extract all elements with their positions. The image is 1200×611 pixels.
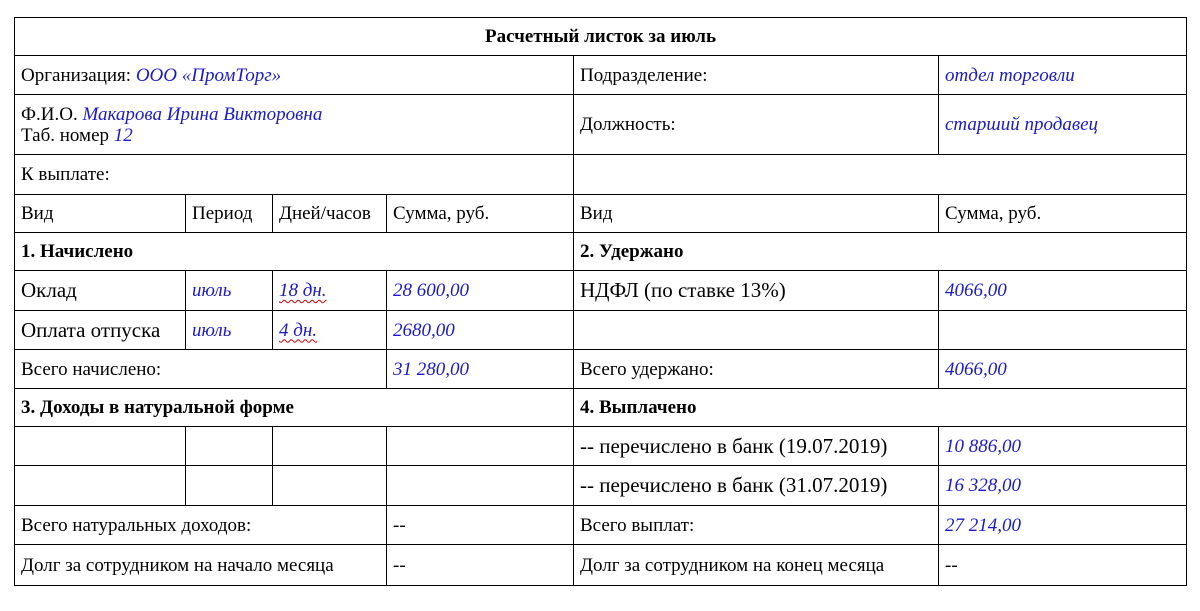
paid-kind: -- перечислено в банк (19.07.2019): [574, 427, 939, 466]
totals-row-1-2: [15, 350, 1187, 389]
natural-empty-cell: [273, 466, 387, 506]
accrued-title: 1. Начислено: [15, 233, 574, 271]
payslip-title: Расчетный листок за июль: [15, 18, 1187, 56]
natural-total: --: [387, 506, 574, 545]
debt-start-value: --: [387, 545, 574, 586]
table-row: [15, 427, 1187, 466]
employee-label: Ф.И.О.: [21, 103, 78, 125]
employee-cell: [15, 95, 574, 155]
org-cell: [15, 56, 574, 95]
withheld-total-label: Всего удержано:: [574, 350, 939, 389]
header-kind: Вид: [15, 195, 186, 233]
debt-end-value: --: [939, 545, 1187, 586]
accrued-days: [273, 271, 387, 311]
header-days: Дней/часов: [273, 195, 387, 233]
to-pay-value: [574, 155, 1187, 195]
table-row: [15, 466, 1187, 506]
withheld-sum: 4066,00: [939, 271, 1187, 311]
table-row: [15, 271, 1187, 311]
natural-total-label: Всего натуральных доходов:: [15, 506, 387, 545]
employee-line: [21, 104, 567, 125]
header-row: [15, 195, 1187, 233]
natural-empty-cell: [186, 466, 273, 506]
employee-name: Макарова Ирина Викторовна: [82, 103, 323, 125]
withheld-title: 2. Удержано: [574, 233, 1187, 271]
debt-start-label: Долг за сотрудником на начало месяца: [15, 545, 387, 586]
org-row: [15, 56, 1187, 95]
header-right-sum: Сумма, руб.: [939, 195, 1187, 233]
to-pay-row: [15, 155, 1187, 195]
table-row: [15, 311, 1187, 350]
tab-number-value: 12: [113, 124, 133, 146]
debt-row: [15, 545, 1187, 586]
withheld-kind-empty: [574, 311, 939, 350]
totals-row-3-4: [15, 506, 1187, 545]
natural-empty-cell: [273, 427, 387, 466]
debt-end-label: Долг за сотрудником на конец месяца: [574, 545, 939, 586]
accrued-kind: Оплата отпуска: [15, 311, 186, 350]
paid-total-label: Всего выплат:: [574, 506, 939, 545]
natural-title: 3. Доходы в натуральной форме: [15, 389, 574, 427]
natural-empty-cell: [15, 427, 186, 466]
withheld-sum-empty: [939, 311, 1187, 350]
header-period: Период: [186, 195, 273, 233]
department-label: Подразделение:: [574, 56, 939, 95]
header-right-kind: Вид: [574, 195, 939, 233]
position-value: старший продавец: [939, 95, 1187, 155]
paid-sum: 16 328,00: [939, 466, 1187, 506]
natural-empty-cell: [387, 466, 574, 506]
org-value: ООО «ПромТорг»: [135, 64, 282, 86]
paid-sum: 10 886,00: [939, 427, 1187, 466]
accrued-period: июль: [186, 271, 273, 311]
natural-empty-cell: [387, 427, 574, 466]
accrued-sum: 28 600,00: [387, 271, 574, 311]
paid-title: 4. Выплачено: [574, 389, 1187, 427]
accrued-days: [273, 311, 387, 350]
paid-kind: -- перечислено в банк (31.07.2019): [574, 466, 939, 506]
header-sum: Сумма, руб.: [387, 195, 574, 233]
withheld-total: 4066,00: [939, 350, 1187, 389]
natural-empty-cell: [186, 427, 273, 466]
to-pay-label: К выплате:: [15, 155, 574, 195]
paid-total: 27 214,00: [939, 506, 1187, 545]
accrued-total-label: Всего начислено:: [15, 350, 387, 389]
payslip-table: [14, 17, 1187, 586]
section-row-1-2: [15, 233, 1187, 271]
accrued-total: 31 280,00: [387, 350, 574, 389]
org-label: Организация:: [21, 64, 132, 86]
accrued-kind: Оклад: [15, 271, 186, 311]
tab-number-label: Таб. номер: [21, 124, 109, 146]
accrued-sum: 2680,00: [387, 311, 574, 350]
department-value: отдел торговли: [939, 56, 1187, 95]
title-row: [15, 18, 1187, 56]
accrued-days-text: 4 дн.: [279, 319, 318, 341]
employee-row: [15, 95, 1187, 155]
section-row-3-4: [15, 389, 1187, 427]
tab-number-line: [21, 125, 567, 146]
natural-empty-cell: [15, 466, 186, 506]
withheld-kind: НДФЛ (по ставке 13%): [574, 271, 939, 311]
accrued-period: июль: [186, 311, 273, 350]
position-label: Должность:: [574, 95, 939, 155]
accrued-days-text: 18 дн.: [279, 280, 327, 301]
